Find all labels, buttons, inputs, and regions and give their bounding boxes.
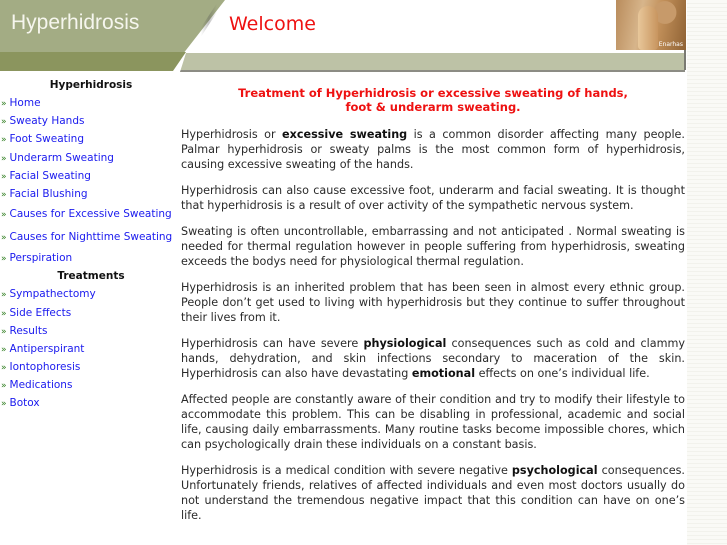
double-chevron-icon: » xyxy=(1,254,7,265)
double-chevron-icon: » xyxy=(1,99,7,109)
header-band-dark xyxy=(0,52,186,71)
text: effects on one’s individual life. xyxy=(475,367,650,380)
sidebar-item-label: Underarm Sweating xyxy=(9,151,114,164)
sidebar-nav xyxy=(0,78,180,413)
sidebar-item-label: Foot Sweating xyxy=(9,133,84,146)
sidebar-heading-hyperhidrosis: Hyperhidrosis xyxy=(49,79,133,91)
header-band-edge xyxy=(684,50,686,70)
welcome-heading: Welcome xyxy=(229,13,316,35)
double-chevron-icon: » xyxy=(1,210,7,221)
page-title-line-2: foot & underarm sweating. xyxy=(345,100,521,114)
sidebar-item-antiperspirant[interactable] xyxy=(0,340,180,358)
site-header xyxy=(0,0,727,72)
paragraph-inherited xyxy=(181,280,685,325)
double-chevron-icon: » xyxy=(1,233,7,244)
text: Hyperhidrosis or xyxy=(181,128,283,141)
header-band-light xyxy=(180,53,685,72)
sidebar-item-label: Home xyxy=(9,97,41,109)
bold-term: psychological xyxy=(511,464,598,477)
sidebar-item-label: Results xyxy=(9,324,48,337)
text: consequences such as cold and clammy hands, dehydration, and skin infections secondary to maceration of the skin. Hyperhidrosis can also have devastating xyxy=(181,337,685,380)
sidebar-item-causes-excessive-sweating[interactable] xyxy=(0,203,180,226)
text: Sweating is often uncontrollable, embarrassing and not anticipated . Normal sweating is needed for thermal regulation however in people suffering from hyperhidrosis, sweating exceeds the bodys need for physiological thermal regulation. xyxy=(181,225,685,268)
sidebar-item-label: Facial Sweating xyxy=(9,169,91,182)
sidebar-item-botox[interactable] xyxy=(0,394,180,412)
header-photo xyxy=(616,0,686,50)
sidebar-item-results[interactable] xyxy=(0,322,180,340)
sidebar-item-label: Iontophoresis xyxy=(9,361,81,374)
paragraph-psychological xyxy=(181,463,685,523)
double-chevron-icon: » xyxy=(1,308,7,319)
text: Hyperhidrosis is an inherited problem that has been seen in almost every ethnic group. People don’t get used to living with hyperhidrosis but they continue to suffer throughout their lives from it. xyxy=(181,281,685,324)
main-content xyxy=(181,86,685,534)
paragraph-causes xyxy=(181,183,685,213)
text: consequences. Unfortunately friends, relatives of affected individuals and even most doctors usually do not understand the tremendous negative impact that this condition can have on one’s life. xyxy=(181,464,685,522)
double-chevron-icon: » xyxy=(1,290,7,301)
double-chevron-icon: » xyxy=(1,344,7,355)
sidebar-item-underarm-sweating[interactable] xyxy=(0,149,180,167)
page-title xyxy=(181,86,685,114)
sidebar-item-foot-sweating[interactable] xyxy=(0,130,180,148)
right-edge-texture xyxy=(687,0,727,545)
sidebar-item-label: Antiperspirant xyxy=(9,342,85,355)
sidebar-item-side-effects[interactable] xyxy=(0,304,180,322)
double-chevron-icon: » xyxy=(1,189,7,200)
text: Affected people are constantly aware of their condition and try to modify their lifestyle to accommodate this problem. This can be disabling in professional, academic and social life, causing daily embarrassments. Many routine tasks become impossible chores, which can psychologically drain these individuals on a constant basis. xyxy=(181,393,685,451)
site-title[interactable]: Hyperhidrosis xyxy=(11,11,140,34)
bold-term: emotional xyxy=(411,367,476,380)
sidebar-item-label: Sweaty Hands xyxy=(9,115,85,128)
text: Hyperhidrosis can have severe xyxy=(181,337,364,350)
double-chevron-icon: » xyxy=(1,399,7,410)
sidebar-item-label: Medications xyxy=(9,379,73,392)
double-chevron-icon: » xyxy=(1,326,7,337)
sidebar-item-perspiration[interactable] xyxy=(0,249,180,267)
bold-term: physiological xyxy=(363,337,447,350)
text: Hyperhidrosis can also cause excessive foot, underarm and facial sweating. It is thought that hyperhidrosis is a result of over activity of the sympathetic nervous system. xyxy=(181,184,685,212)
sidebar-item-label: Botox xyxy=(9,397,40,410)
sidebar-item-medications[interactable] xyxy=(0,376,180,394)
sidebar-item-facial-sweating[interactable] xyxy=(0,167,180,185)
sidebar-item-sweaty-hands[interactable] xyxy=(0,112,180,130)
double-chevron-icon: » xyxy=(1,363,7,374)
sidebar-item-iontophoresis[interactable] xyxy=(0,358,180,376)
sidebar-item-label: Causes for Nighttime Sweating xyxy=(9,231,173,244)
sidebar-item-home[interactable] xyxy=(0,94,180,112)
text: Hyperhidrosis is a medical condition with severe negative xyxy=(181,464,512,477)
bold-term: excessive sweating xyxy=(282,128,408,141)
text: is a common disorder affecting many people. Palmar hyperhidrosis or sweaty palms is the most common form of hyperhidrosis, causing excessive sweating of the hands. xyxy=(181,128,685,171)
sidebar-item-label: Facial Blushing xyxy=(9,187,88,200)
double-chevron-icon: » xyxy=(1,171,7,182)
sidebar-item-label: Side Effects xyxy=(9,306,72,319)
double-chevron-icon: » xyxy=(1,117,7,128)
sidebar-item-facial-blushing[interactable] xyxy=(0,185,180,203)
double-chevron-icon: » xyxy=(1,381,7,392)
praying-hands-image xyxy=(638,6,658,50)
sidebar-item-label: Causes for Excessive Sweating xyxy=(9,208,172,221)
double-chevron-icon: » xyxy=(1,135,7,146)
page-title-line-1: Treatment of Hyperhidrosis or excessive sweating of hands, xyxy=(238,86,628,100)
sidebar-heading-treatments: Treatments xyxy=(57,270,125,283)
double-chevron-icon: » xyxy=(1,153,7,164)
paragraph-consequences xyxy=(181,336,685,381)
paragraph-intro xyxy=(181,127,685,172)
paragraph-affected-people xyxy=(181,392,685,452)
photo-caption: Enarhas xyxy=(658,41,683,48)
paragraph-uncontrollable xyxy=(181,224,685,269)
sidebar-item-causes-nighttime-sweating[interactable] xyxy=(0,226,180,249)
sidebar-item-label: Sympathectomy xyxy=(9,288,96,301)
sidebar-item-label: Perspiration xyxy=(9,252,73,265)
sidebar-item-sympathectomy[interactable] xyxy=(0,285,180,303)
